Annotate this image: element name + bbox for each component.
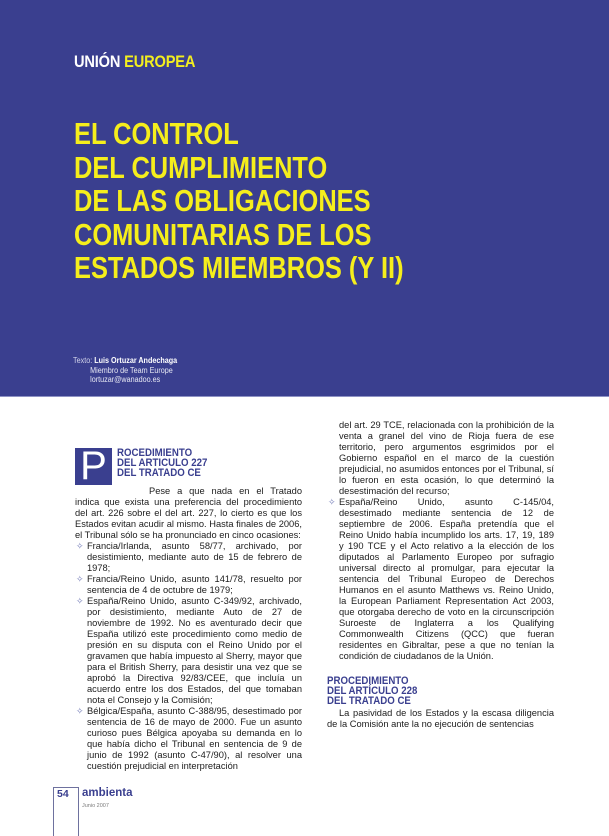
page-number: 54	[57, 788, 69, 800]
list-item: ✧ Francia/Reino Unido, asunto 141/78, resuelto por sentencia de 4 de octubre de 1979;	[76, 574, 302, 595]
section2-paragraph: La pasividad de los Estados y la escasa diligencia de la Comisión ante la no ejecución de sentencias	[327, 708, 554, 729]
header-banner	[0, 0, 609, 397]
heading-line: ROCEDIMIENTO	[117, 447, 193, 459]
author-name: Luis Ortuzar Andechaga	[94, 356, 178, 365]
bullet-list-continued	[327, 420, 554, 662]
drop-cap: P	[75, 448, 112, 485]
heading-line: DEL ARTÍCULO 228	[327, 685, 418, 697]
section2	[327, 676, 554, 730]
list-item: ✧ España/Reino Unido, asunto C-349/92, archivado, por desistimiento, mediante Auto de 27 de noviembre de 1992. No es aventurado decir que España utilizó este procedimiento como medio de presión en su disputa con el Reino Unido por el gravamen que había impuesto al Sherry, mayor que para el British Sherry, para desistir una vez que se aprobó la Directiva 92/83/CEE, que incluía un acuerdo entre los dos Estados, del que tomaban nota el Consejo y la Comisión;	[76, 596, 302, 705]
list-item: ✧ Bélgica/España, asunto C-388/95, desestimado por sentencia de 16 de mayo de 2000. Fue un asunto curioso pues Bélgica apoyaba su demanda en lo que había dicho el Tribunal en sentencia de 9 de junio de 1992 (asunto C-47/90), al resolver una cuestión prejudicial en interpretación	[76, 706, 302, 771]
diamond-bullet-icon: ✧	[76, 574, 84, 584]
section-label-union: UNIÓN	[74, 52, 121, 71]
heading-line: DEL TRATADO CE	[117, 467, 201, 479]
title-line: COMUNITARIAS DE LOS	[74, 216, 372, 252]
diamond-bullet-icon: ✧	[76, 596, 84, 606]
article-title	[74, 117, 500, 285]
issue-date: Junio 2007	[82, 803, 109, 809]
byline-label: Texto:	[73, 356, 93, 365]
column-right	[327, 420, 554, 730]
author-role: Miembro de Team Europe	[90, 365, 173, 375]
list-item: ✧ Francia/Irlanda, asunto 58/77, archivado, por desistimiento, mediante auto de 15 de febrero de 1978;	[76, 541, 302, 573]
column-left	[75, 420, 302, 772]
bullet-list	[75, 541, 302, 772]
diamond-bullet-icon: ✧	[76, 706, 84, 716]
list-item-continued: del art. 29 TCE, relacionada con la prohibición de la venta a granel del vino de Rioja fuera de ese territorio, pero argumentos esgrimidos por el Gobierno español en el marco de la cuestión prejudicial, no asumidos entonces por el Tribunal, sí lo fueron en esta ocasión, lo que determinó la desestimación del recurso;	[339, 420, 554, 496]
section-label-europea: EUROPEA	[124, 52, 196, 71]
diamond-bullet-icon: ✧	[76, 541, 84, 551]
heading-line: PROCEDIMIENTO	[327, 675, 409, 687]
title-line: ESTADOS MIEMBROS (Y II)	[74, 250, 404, 285]
author-email[interactable]: lortuzar@wanadoo.es	[90, 375, 161, 384]
intro-paragraph: Pese a que nada en el Tratado indica que exista una preferencia del procedimiento del art. 226 sobre el del art. 227, lo cierto es que los Estados evitan acudir al mismo. Hasta finales de 2006, el Tribunal sólo se ha pronunciado en cinco ocasiones:	[75, 486, 302, 540]
byline	[73, 356, 177, 385]
section2-heading	[327, 676, 527, 706]
section1-heading	[117, 448, 207, 478]
title-line: DE LAS OBLIGACIONES	[74, 183, 371, 218]
section1-heading-block	[75, 420, 302, 488]
magazine-name: ambienta	[82, 787, 133, 799]
list-item: ✧ España/Reino Unido, asunto C-145/04, desestimado mediante sentencia de 12 de septiembre de 2006. España pretendía que el Reino Unido había incumplido los arts. 17, 19, 189 y 190 TCE y el Acto relativo a la elección de los diputados al Parlamento Europeo por sufragio universal directo al promulgar, para ejecutar la sentencia del Tribunal Europeo de Derechos Humanos en el asunto Matthews vs. Reino Unido, la European Parliament Representation Act 2003, que otorgaba derecho de voto en la circunscripción Suroeste de Inglaterra a los Qualifying Commonwealth Citizens (QCC) que fueran residentes en Gibraltar, pese a que no tenían la condición de ciudadanos de la Unión.	[328, 497, 554, 661]
diamond-bullet-icon: ✧	[328, 497, 336, 507]
heading-line: DEL ARTICULO 227	[117, 457, 208, 469]
title-line: EL CONTROL	[74, 116, 239, 151]
title-line: DEL CUMPLIMIENTO	[74, 149, 328, 185]
heading-line: DEL TRATADO CE	[327, 695, 411, 707]
section-label	[74, 52, 195, 72]
